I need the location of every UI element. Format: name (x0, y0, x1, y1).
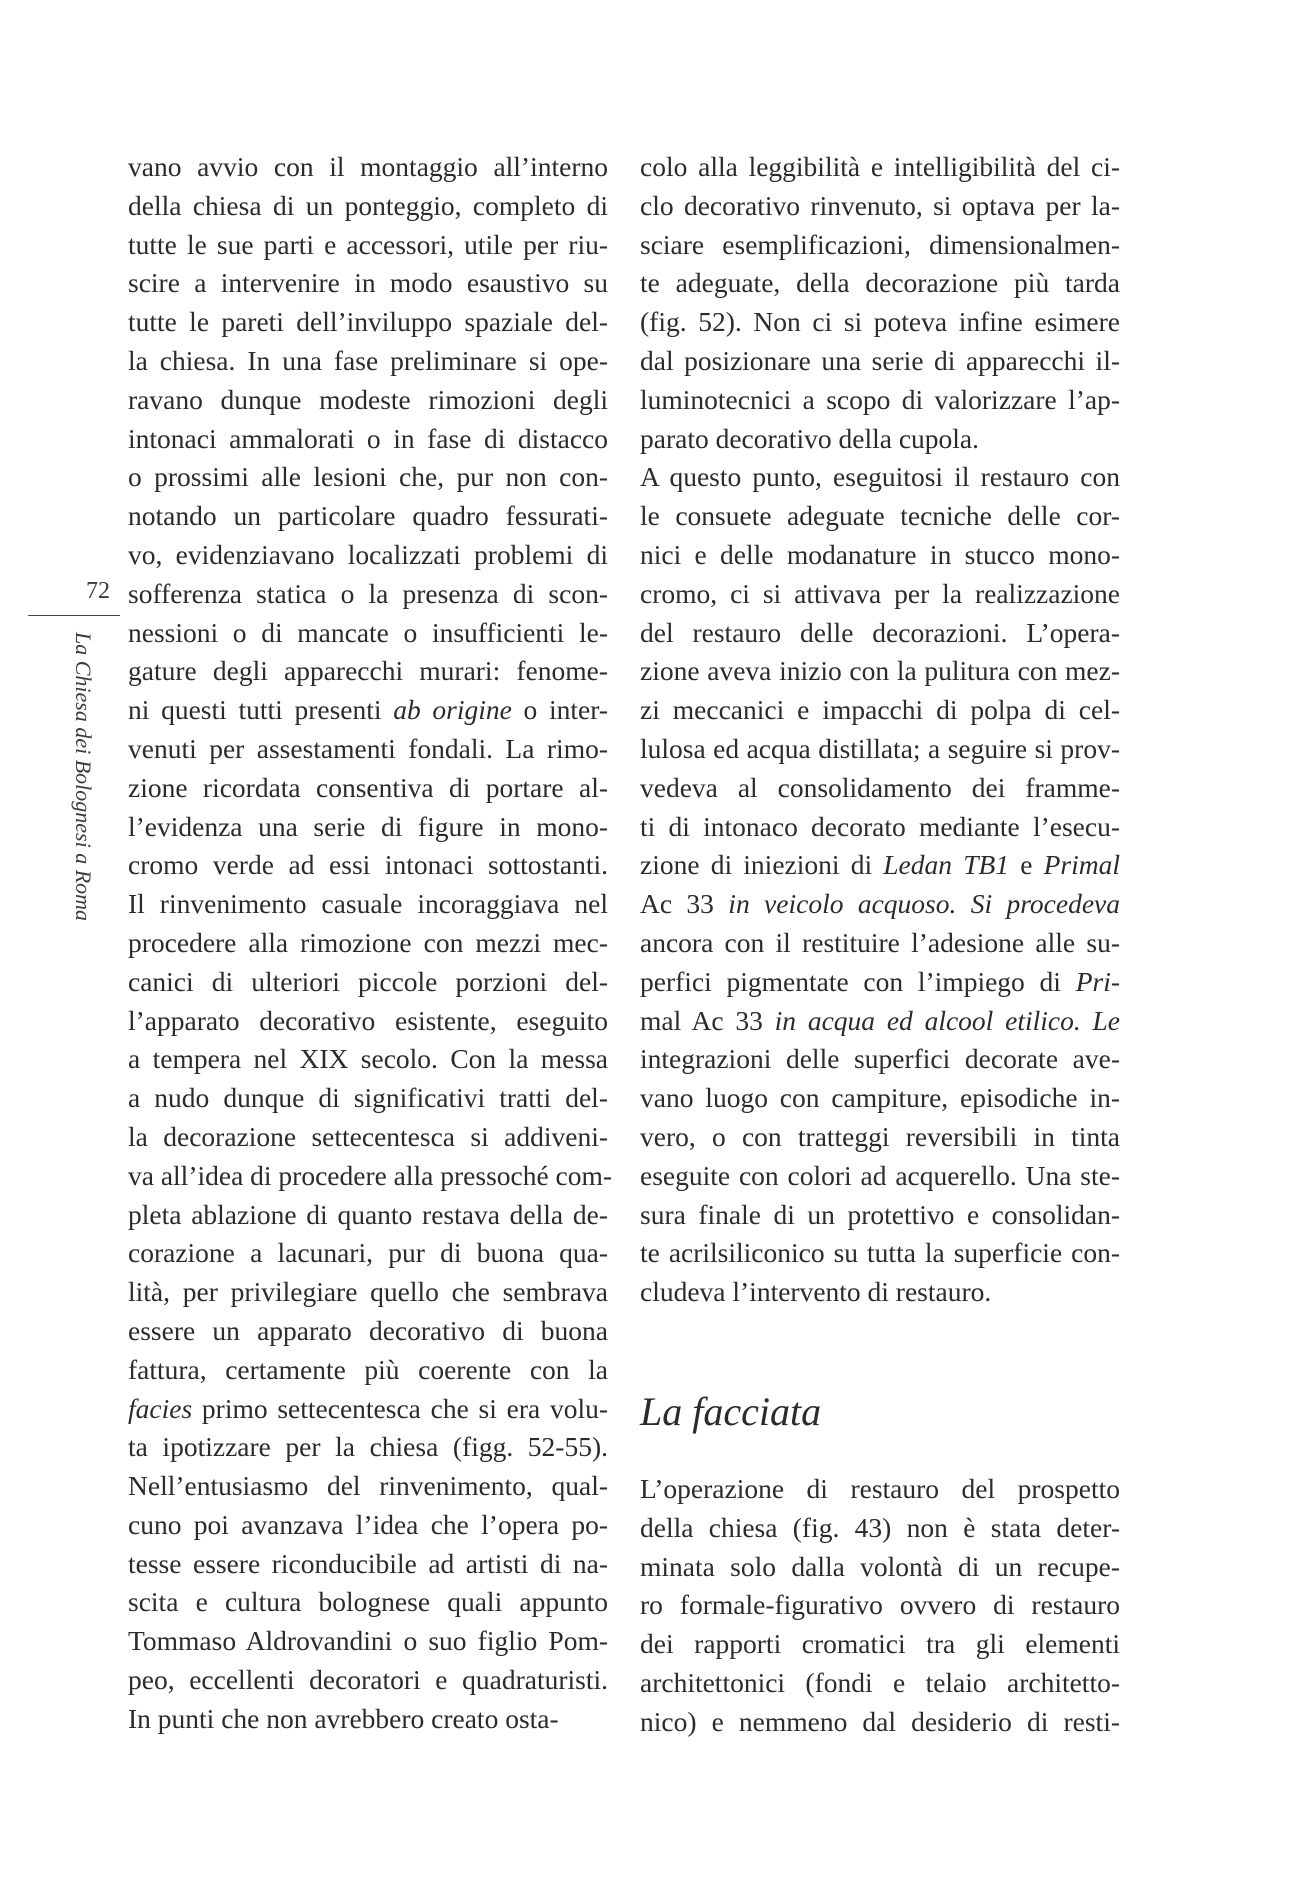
text-line: vo, evidenziavano localizzati problemi di (128, 538, 608, 570)
text-line: peo, eccellenti decoratori e quadraturisti. (128, 1664, 608, 1696)
text-line: sura finale di un protettivo e consolidan- (640, 1198, 1120, 1230)
text-line: l’apparato decorativo esistente, eseguito (128, 1004, 608, 1036)
text-line: essere un apparato decorativo di buona (128, 1314, 608, 1346)
text-line: pleta ablazione di quanto restava della de- (128, 1198, 608, 1230)
text-line: luminotecnici a scopo di valorizzare l’ap- (640, 383, 1120, 415)
right-column (640, 148, 1120, 1312)
text-line: perfici pigmentate con l’impiego di Pri- (640, 965, 1120, 997)
text-line: del restauro delle decorazioni. L’opera- (640, 616, 1120, 648)
text-line: l’evidenza una serie di figure in mono- (128, 810, 608, 842)
text-line: scire a intervenire in modo esaustivo su (128, 267, 608, 299)
text-line: te adeguate, della decorazione più tarda (640, 267, 1120, 299)
text-line: zi meccanici e impacchi di polpa di cel- (640, 694, 1120, 726)
text-line: procedere alla rimozione con mezzi mec- (128, 926, 608, 958)
page-number: 72 (86, 578, 110, 604)
text-line: architettonici (fondi e telaio architetto- (640, 1666, 1120, 1698)
text-line: sofferenza statica o la presenza di scon- (128, 577, 608, 609)
text-line: lità, per privilegiare quello che sembrava (128, 1276, 608, 1308)
text-line: a nudo dunque di significativi tratti del- (128, 1082, 608, 1114)
text-line: nessioni o di mancate o insufficienti le- (128, 616, 608, 648)
text-line: vedeva al consolidamento dei framme- (640, 771, 1120, 803)
text-line: Tommaso Aldrovandini o suo figlio Pom- (128, 1625, 608, 1657)
text-line: va all’idea di procedere alla pressoché com- (128, 1159, 613, 1191)
text-line: vano avvio con il montaggio all’interno (128, 151, 608, 182)
text-line: cuno poi avanzava l’idea che l’opera po- (128, 1508, 608, 1540)
text-line: Nell’entusiasmo del rinvenimento, qual- (128, 1470, 608, 1502)
text-line: zione aveva inizio con la pulitura con mez- (640, 655, 1120, 687)
text-line: (fig. 52). Non ci si poteva infine esimere (640, 306, 1120, 338)
running-head (60, 632, 100, 922)
text-line: colo alla leggibilità e intelligibilità del ci- (640, 151, 1120, 182)
text-line: ta ipotizzare per la chiesa (figg. 52-55). (128, 1431, 608, 1463)
text-line: ancora con il restituire l’adesione alle su- (640, 926, 1120, 958)
text-line: cromo verde ad essi intonaci sottostanti. (128, 849, 608, 881)
text-line: dal posizionare una serie di apparecchi il- (640, 344, 1120, 376)
text-line: corazione a lacunari, pur di buona qua- (128, 1237, 608, 1269)
text-line: a tempera nel XIX secolo. Con la messa (128, 1043, 608, 1075)
running-head-rule (28, 615, 120, 616)
text-line: intonaci ammalorati o in fase di distacco (128, 422, 608, 454)
text-line: della chiesa di un ponteggio, completo di (128, 189, 608, 221)
text-line: notando un particolare quadro fessurati- (128, 500, 608, 532)
section-heading: La facciata (640, 1389, 822, 1434)
running-head-title: La Chiesa dei Bolognesi a Roma (71, 632, 96, 922)
text-line: zione di iniezioni di Ledan TB1 e Primal (640, 849, 1120, 881)
text-line: vero, o con tratteggi reversibili in tinta (640, 1120, 1120, 1152)
text-line: la decorazione settecentesca si addiveni- (128, 1120, 608, 1152)
text-line: gature degli apparecchi murari: fenome- (128, 655, 608, 687)
text-line: te acrilsiliconico su tutta la superficie con- (640, 1237, 1120, 1269)
text-line: cludeva l’intervento di restauro. (640, 1276, 992, 1308)
text-line: sciare esemplificazioni, dimensionalmen- (640, 228, 1120, 260)
text-line: tesse essere riconducibile ad artisti di na- (128, 1547, 608, 1579)
text-line: canici di ulteriori piccole porzioni del- (128, 965, 608, 997)
text-line: In punti che non avrebbero creato osta- (128, 1702, 559, 1734)
right-column-after-heading (640, 1470, 1120, 1742)
text-line: L’operazione di restauro del prospetto (640, 1473, 1120, 1504)
text-line: venuti per assestamenti fondali. La rimo- (128, 732, 608, 764)
text-line: minata solo dalla volontà di un recupe- (640, 1550, 1120, 1582)
text-line: A questo punto, eseguitosi il restauro con (640, 461, 1120, 493)
text-line: tutte le sue parti e accessori, utile per riu- (128, 228, 608, 260)
text-line: facies primo settecentesca che si era volu- (128, 1392, 608, 1424)
text-line: Ac 33 in veicolo acquoso. Si procedeva (640, 888, 1120, 920)
text-line: ni questi tutti presenti ab origine o inter- (128, 694, 608, 726)
text-line: la chiesa. In una fase preliminare si ope- (128, 344, 608, 376)
text-line: tutte le pareti dell’inviluppo spaziale del- (128, 306, 608, 338)
text-line: ti di intonaco decorato mediante l’esecu- (640, 810, 1120, 842)
text-line: Il rinvenimento casuale incoraggiava nel (128, 888, 608, 920)
text-line: lulosa ed acqua distillata; a seguire si prov- (640, 732, 1120, 764)
text-line: fattura, certamente più coerente con la (128, 1353, 608, 1385)
text-line: o prossimi alle lesioni che, pur non con- (128, 461, 608, 493)
left-column (128, 148, 613, 1739)
text-line: le consuete adeguate tecniche delle cor- (640, 500, 1120, 532)
text-line: scita e cultura bolognese quali appunto (128, 1586, 608, 1618)
text-line: mal Ac 33 in acqua ed alcool etilico. Le (640, 1004, 1120, 1036)
text-line: integrazioni delle superfici decorate ave- (640, 1043, 1120, 1075)
text-line: vano luogo con campiture, episodiche in- (640, 1082, 1120, 1114)
text-line: dei rapporti cromatici tra gli elementi (640, 1628, 1120, 1660)
text-line: parato decorativo della cupola. (640, 422, 980, 454)
text-line: clo decorativo rinvenuto, si optava per la- (640, 189, 1120, 221)
text-line: nici e delle modanature in stucco mono- (640, 538, 1120, 570)
text-line: ro formale-figurativo ovvero di restauro (640, 1589, 1120, 1621)
text-line: zione ricordata consentiva di portare al- (128, 771, 608, 803)
text-line: nico) e nemmeno dal desiderio di resti- (640, 1705, 1120, 1737)
text-line: eseguite con colori ad acquerello. Una ste- (640, 1159, 1120, 1191)
text-line: della chiesa (fig. 43) non è stata deter- (640, 1511, 1120, 1543)
text-line: ravano dunque modeste rimozioni degli (128, 383, 608, 415)
text-line: cromo, ci si attivava per la realizzazione (640, 577, 1120, 609)
